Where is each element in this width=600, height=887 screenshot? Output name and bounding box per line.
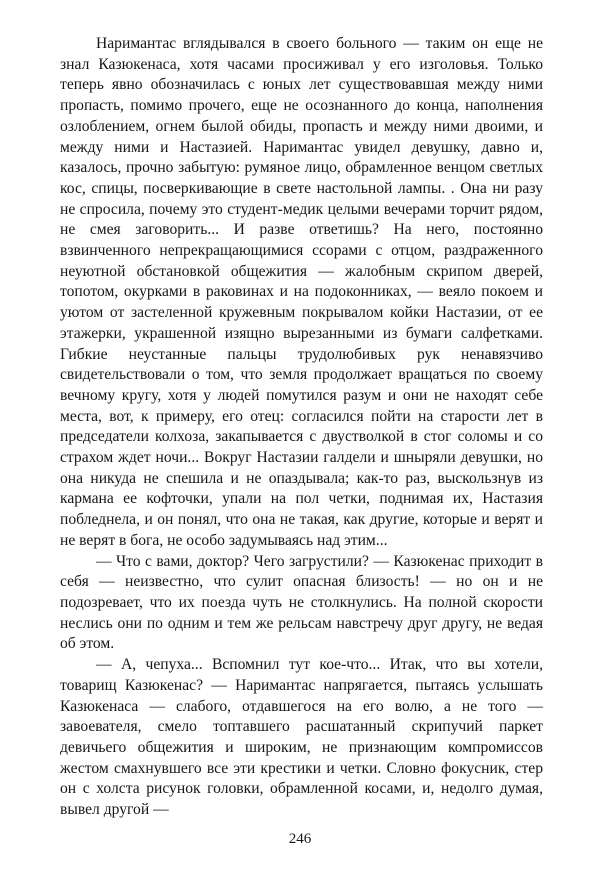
- page-text: [60, 34, 543, 844]
- paragraph-1: Наримантас вглядывался в своего больного — таким он еще не знал Казюкенаса, хотя часами просиживал у его изголовья. Только теперь явно обозначилась с юных лет существовавшая между ними пропасть, помимо прочего, еще не осознанного до конца, наполнения озлоблением, огнем былой обиды, пропасть и между ними двоими, и между ними и Настазией. Наримантас увидел девушку, давно и, казалось, прочно забытую: румяное лицо, обрамленное венцом светлых кос, спицы, посверкивающие в свете настольной лампы. . Она ни разу не спросила, почему это студент-медик целыми вечерами торчит рядом, не смея заговорить... И разве ответишь? На него, постоянно взвинченного непрекращающимися ссорами с отцом, раздраженного неуютной обстановкой общежития — жалобным скрипом дверей, топотом, окурками в раковинах и на подоконниках, — веяло покоем и уютом от застеленной кружевным покрывалом койки Настазии, от ее этажерки, украшенной изящно вырезанными из бумаги салфетками. Гибкие неустанные пальцы трудолюбивых рук ненавязчиво свидетельствовали о том, что земля продолжает вращаться по своему вечному кругу, хотя у людей помутился разум и они не находят себе места, вот, к примеру, его отец: согласился пойти на старости лет в председатели колхоза, закапывается с двустволкой в стог соломы и со страхом ждет ночи... Вокруг Настазии галдели и шныряли девушки, но она никуда не спешила и не опаздывала; как-то раз, выскользнув из кармана ее кофточки, упали на пол четки, поднимая их, Настазия побледнела, и он понял, что она не такая, как другие, которые и верят и не верят в бога, не особо задумываясь над этим...: [60, 35, 543, 549]
- paragraph-3: — А, чепуха... Вспомнил тут кое-что... Итак, что вы хотели, товарищ Казюкенас? — Наримантас напрягается, пытаясь услышать Казюкенаса — слабого, отдавшегося на его волю, а не того — завоевателя, смело топтавшего расшатанный скрипучий паркет девичьего общежития и широким, не признающим компромиссов жестом смахнувшего все эти крестики и четки. Словно фокусник, стер он с холста рисунок головки, обрамленной косами, и, недолго думая, вывел другой —: [60, 656, 543, 819]
- page-number: 246: [288, 831, 312, 847]
- paragraph-2: — Что с вами, доктор? Чего загрустили? — Казюкенас приходит в себя — неизвестно, что сулит опасная близость! — но он и не подозревает, что их поезда чуть не столкнулись. На полной скорости неслись они по одним и тем же рельсам навстречу друг другу, не ведая об этом.: [60, 552, 543, 653]
